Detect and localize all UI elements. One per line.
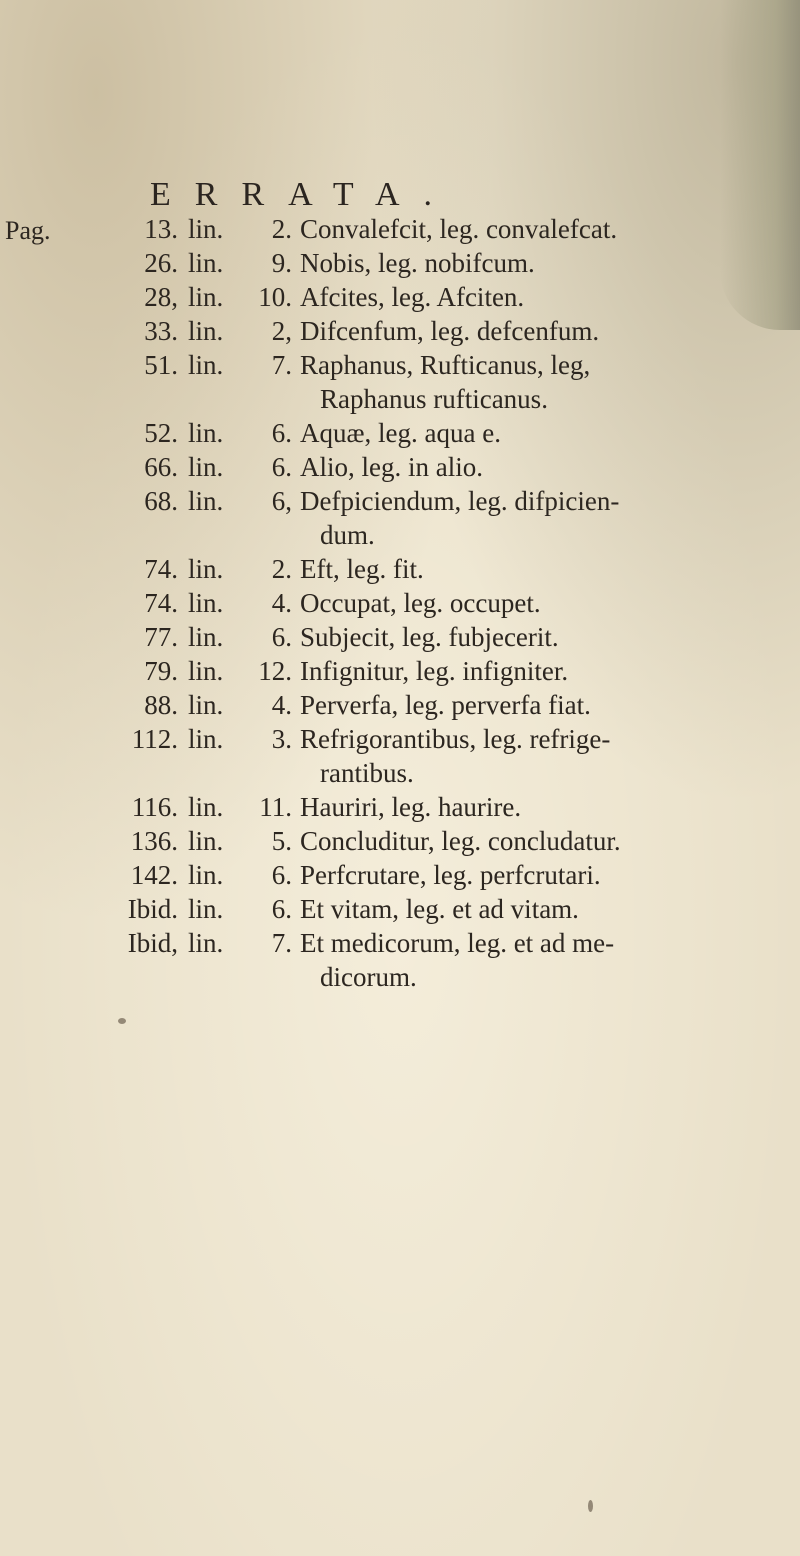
entry-lin: lin.: [188, 554, 224, 584]
entry-continuation: dum.: [320, 520, 375, 550]
entry-lin: lin.: [188, 452, 224, 482]
entry-line-number: 11.: [259, 792, 292, 822]
entry-lin: lin.: [188, 690, 224, 720]
errata-entry: [0, 314, 800, 348]
errata-entry: [0, 280, 800, 314]
errata-entry: [0, 824, 800, 858]
errata-entry: [0, 552, 800, 586]
entry-line-number: 2,: [271, 316, 292, 346]
errata-entry: [0, 586, 800, 620]
entry-page: 26.: [144, 248, 178, 278]
errata-entry: [0, 246, 800, 280]
errata-entry: [0, 688, 800, 722]
entry-lin: lin.: [188, 214, 224, 244]
entry-continuation: Raphanus rufticanus.: [320, 384, 548, 414]
entry-line-number: 6.: [271, 452, 292, 482]
entry-correction: Refrigorantibus, leg. refrige-: [300, 724, 611, 754]
errata-entry: [0, 348, 800, 414]
entry-lin: lin.: [188, 860, 224, 890]
entry-line-number: 6.: [271, 622, 292, 652]
entry-line-number: 4.: [271, 690, 292, 720]
entry-page: 74.: [144, 554, 178, 584]
ink-speck: [588, 1500, 593, 1512]
entry-page: 79.: [144, 656, 178, 686]
entry-lin: lin.: [188, 486, 224, 516]
entry-continuation: rantibus.: [320, 758, 414, 788]
entry-correction: Raphanus, Rufticanus, leg,: [300, 350, 591, 380]
errata-entry: [0, 654, 800, 688]
errata-entry: [0, 790, 800, 824]
entry-page: 13.: [144, 214, 178, 244]
entry-correction: Subjecit, leg. fubjecerit.: [300, 622, 559, 652]
ink-speck: [118, 1018, 126, 1024]
entry-correction: Hauriri, leg. haurire.: [300, 792, 522, 822]
entry-lin: lin.: [188, 724, 224, 754]
entry-correction: Afcites, leg. Afciten.: [300, 282, 525, 312]
entry-lin: lin.: [188, 588, 224, 618]
entry-lin: lin.: [188, 894, 224, 924]
entry-lin: lin.: [188, 282, 224, 312]
entry-page: 88.: [144, 690, 178, 720]
entry-line-number: 3.: [271, 724, 292, 754]
errata-entry: [0, 858, 800, 892]
entry-page: 112.: [131, 724, 178, 754]
errata-entry: [0, 926, 800, 992]
entry-line-number: 5.: [271, 826, 292, 856]
entry-line-number: 2.: [271, 214, 292, 244]
entry-continuation: dicorum.: [320, 962, 417, 992]
errata-entry: [0, 892, 800, 926]
entry-correction: Et medicorum, leg. et ad me-: [300, 928, 615, 958]
entry-correction: Convalefcit, leg. convalefcat.: [300, 214, 618, 244]
entry-lin: lin.: [188, 928, 224, 958]
entry-lin: lin.: [188, 350, 224, 380]
entry-page: 77.: [144, 622, 178, 652]
entry-line-number: 4.: [271, 588, 292, 618]
entry-line-number: 2.: [271, 554, 292, 584]
entry-correction: Occupat, leg. occupet.: [300, 588, 541, 618]
entry-correction: Difcenfum, leg. defcenfum.: [300, 316, 600, 346]
entry-lin: lin.: [188, 826, 224, 856]
entry-correction: Nobis, leg. nobifcum.: [300, 248, 535, 278]
entry-lin: lin.: [188, 316, 224, 346]
entry-lin: lin.: [188, 248, 224, 278]
entry-page: Ibid,: [127, 928, 178, 958]
entry-line-number: 7.: [271, 928, 292, 958]
entry-page: 68.: [144, 486, 178, 516]
entry-page: 142.: [130, 860, 178, 890]
entry-correction: Concluditur, leg. concludatur.: [300, 826, 621, 856]
entry-correction: Et vitam, leg. et ad vitam.: [300, 894, 579, 924]
entry-page: 52.: [144, 418, 178, 448]
entry-correction: Perfcrutare, leg. perfcrutari.: [300, 860, 601, 890]
entry-page: 66.: [144, 452, 178, 482]
errata-entry: [0, 416, 800, 450]
entry-page: 33.: [144, 316, 178, 346]
entry-line-number: 6.: [271, 418, 292, 448]
entry-line-number: 6.: [271, 894, 292, 924]
errata-entry: [0, 212, 800, 246]
pag-label: Pag.: [5, 216, 51, 245]
entry-page: 136.: [130, 826, 178, 856]
errata-entry: [0, 450, 800, 484]
entry-correction: Alio, leg. in alio.: [300, 452, 483, 482]
entry-lin: lin.: [188, 792, 224, 822]
errata-entry: [0, 484, 800, 550]
entry-lin: lin.: [188, 656, 224, 686]
entry-page: 28,: [144, 282, 178, 312]
entry-page: 74.: [144, 588, 178, 618]
entry-correction: Perverfa, leg. perverfa fiat.: [300, 690, 591, 720]
entry-correction: Infignitur, leg. infigniter.: [300, 656, 569, 686]
page-title: ERRATA.: [150, 176, 457, 213]
entry-line-number: 6,: [271, 486, 292, 516]
entry-correction: Aquæ, leg. aqua e.: [300, 418, 501, 448]
errata-entry: [0, 722, 800, 788]
entry-line-number: 6.: [271, 860, 292, 890]
entry-line-number: 10.: [258, 282, 292, 312]
entry-line-number: 12.: [258, 656, 292, 686]
entry-page: Ibid.: [127, 894, 178, 924]
entry-line-number: 7.: [271, 350, 292, 380]
entry-page: 116.: [131, 792, 178, 822]
entry-lin: lin.: [188, 418, 224, 448]
entry-page: 51.: [144, 350, 178, 380]
errata-entry: [0, 620, 800, 654]
entry-correction: Defpiciendum, leg. difpicien-: [300, 486, 620, 516]
entry-correction: Eft, leg. fit.: [300, 554, 424, 584]
entry-line-number: 9.: [271, 248, 292, 278]
entry-lin: lin.: [188, 622, 224, 652]
